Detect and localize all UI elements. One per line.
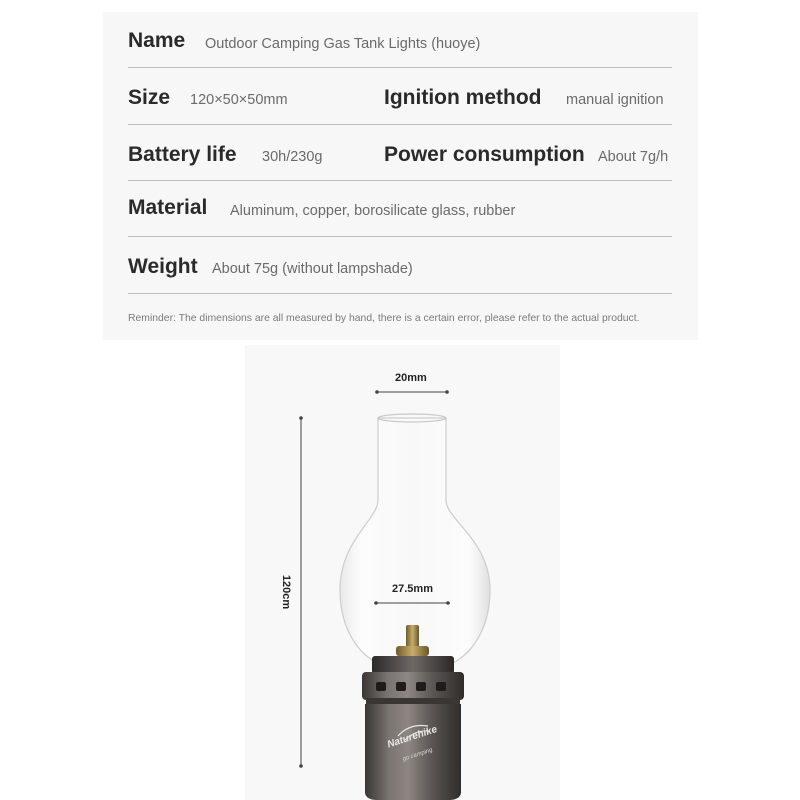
brand-tagline-text: go camping	[402, 747, 434, 763]
ignition-value: manual ignition	[566, 92, 664, 108]
power-label: Power consumption	[384, 143, 585, 166]
height-label: 120cm	[280, 574, 292, 610]
size-value: 120×50×50mm	[190, 92, 288, 108]
battery-label: Battery life	[128, 143, 237, 166]
bulb-width-label: 27.5mm	[392, 583, 433, 595]
top-width-dimension-line	[375, 390, 449, 394]
top-width-label: 20mm	[395, 372, 427, 384]
base-canister	[365, 704, 461, 800]
ignition-label: Ignition method	[384, 86, 542, 109]
weight-label: Weight	[128, 255, 198, 278]
battery-value: 30h/230g	[262, 149, 323, 165]
weight-value: About 75g (without lampshade)	[212, 261, 413, 277]
reminder-note: Reminder: The dimensions are all measured by hand, there is a certain error, please refer to the actual product.	[128, 313, 640, 324]
name-label: Name	[128, 29, 186, 52]
height-dimension-line	[299, 416, 303, 768]
material-label: Material	[128, 196, 208, 219]
brand-logo-text: Naturehike	[386, 724, 439, 751]
metal-collar	[372, 656, 454, 674]
name-value: Outdoor Camping Gas Tank Lights (huoye)	[205, 36, 481, 52]
power-value: About 7g/h	[598, 149, 669, 165]
size-label: Size	[128, 86, 171, 109]
material-value: Aluminum, copper, borosilicate glass, rubber	[230, 203, 516, 219]
